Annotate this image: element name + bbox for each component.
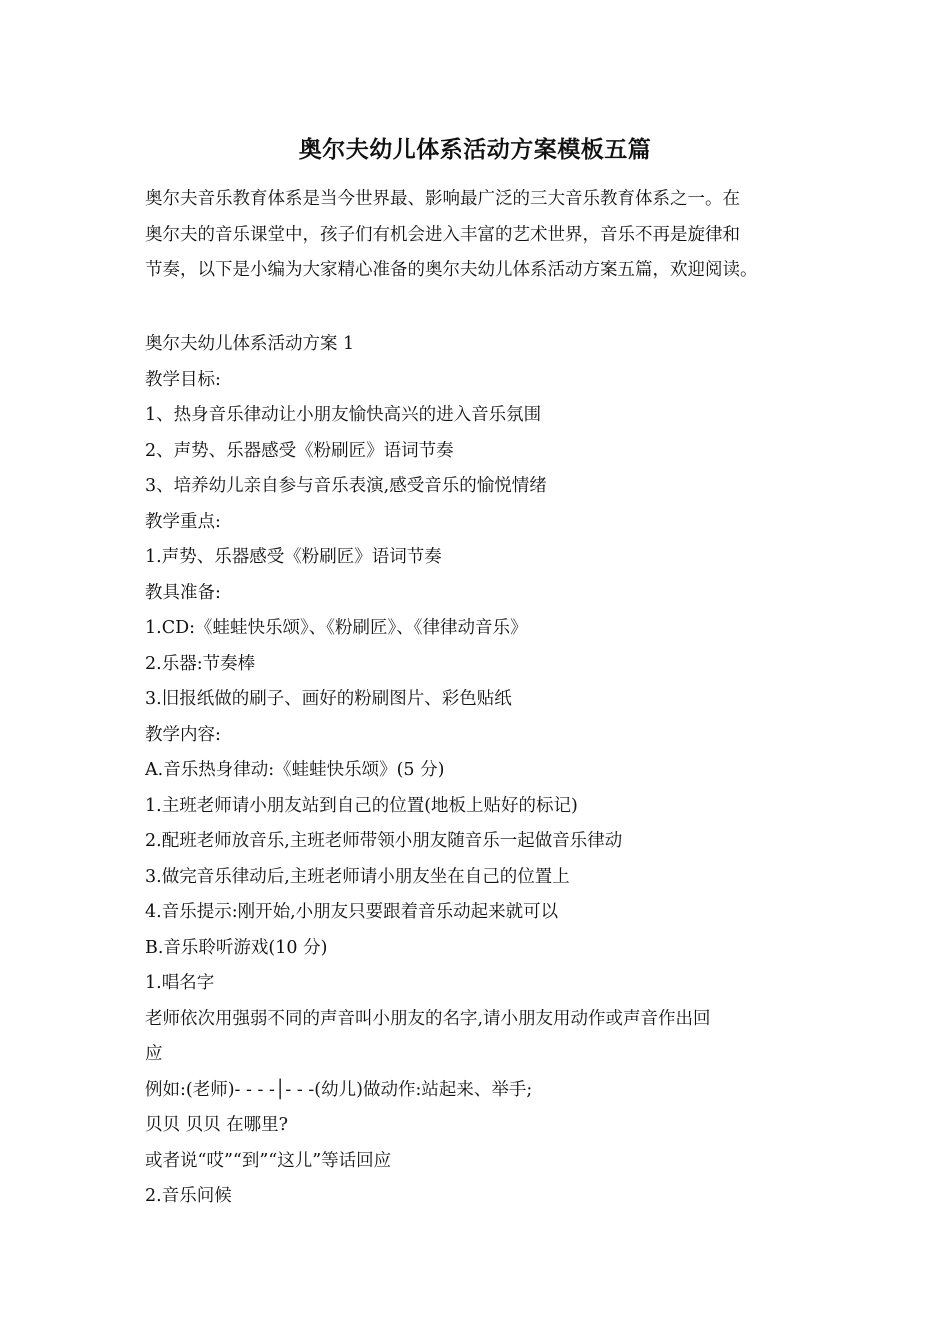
paragraph-line: 例如:(老师)- - - -│- - -(幼儿)做动作:站起来、举手; (145, 1079, 533, 1100)
document-title: 奥尔夫幼儿体系活动方案模板五篇 (298, 136, 652, 163)
list-item: 2、声势、乐器感受《粉刷匠》语词节奏 (145, 440, 454, 461)
list-item: 2.乐器:节奏棒 (145, 653, 256, 674)
list-item: 1.声势、乐器感受《粉刷匠》语词节奏 (145, 547, 442, 567)
document-body (145, 327, 810, 1215)
intro-line: 奥尔夫的音乐课堂中，孩子们有机会进入丰富的艺术世界，音乐不再是旋律和 (145, 224, 740, 245)
list-item: 3、培养幼儿亲自参与音乐表演,感受音乐的愉悦情绪 (145, 476, 547, 496)
paragraph-line: 或者说“哎”“到”“这儿”等话回应 (145, 1150, 392, 1171)
intro-line: 奥尔夫音乐教育体系是当今世界最、影响最广泛的三大音乐教育体系之一。在 (145, 189, 740, 209)
intro-paragraph (145, 182, 810, 289)
subheading-materials: 教具准备: (145, 582, 221, 603)
subheading-teaching-focus: 教学重点: (145, 511, 221, 532)
list-item: 3.旧报纸做的刷子、画好的粉刷图片、彩色贴纸 (145, 689, 512, 709)
section-heading: 奥尔夫幼儿体系活动方案 1 (145, 334, 355, 354)
list-item: 3.做完音乐律动后,主班老师请小朋友坐在自己的位置上 (145, 866, 570, 887)
list-item: 4.音乐提示:刚开始,小朋友只要跟着音乐动起来就可以 (145, 902, 559, 922)
intro-line: 节奏，以下是小编为大家精心准备的奥尔夫幼儿体系活动方案五篇，欢迎阅读。 (145, 260, 758, 280)
paragraph-line: 应 (145, 1044, 163, 1064)
activity-heading: B.音乐聆听游戏(10 分) (145, 937, 328, 958)
list-item: 1.CD:《蛙蛙快乐颂》、《粉刷匠》、《律律动音乐》 (145, 618, 528, 638)
list-item: 1.唱名字 (145, 973, 215, 993)
subheading-teaching-goals: 教学目标: (145, 369, 221, 390)
paragraph-line: 老师依次用强弱不同的声音叫小朋友的名字,请小朋友用动作或声音作出回 (145, 1008, 711, 1029)
activity-heading: A.音乐热身律动:《蛙蛙快乐颂》(5 分) (145, 760, 445, 780)
list-item: 2.音乐问候 (145, 1186, 232, 1206)
list-item: 1.主班老师请小朋友站到自己的位置(地板上贴好的标记) (145, 795, 578, 816)
list-item: 2.配班老师放音乐,主班老师带领小朋友随音乐一起做音乐律动 (145, 831, 623, 851)
subheading-content: 教学内容: (145, 724, 221, 745)
paragraph-line: 贝贝 贝贝 在哪里? (145, 1115, 289, 1135)
list-item: 1、热身音乐律动让小朋友愉快高兴的进入音乐氛围 (145, 405, 542, 425)
